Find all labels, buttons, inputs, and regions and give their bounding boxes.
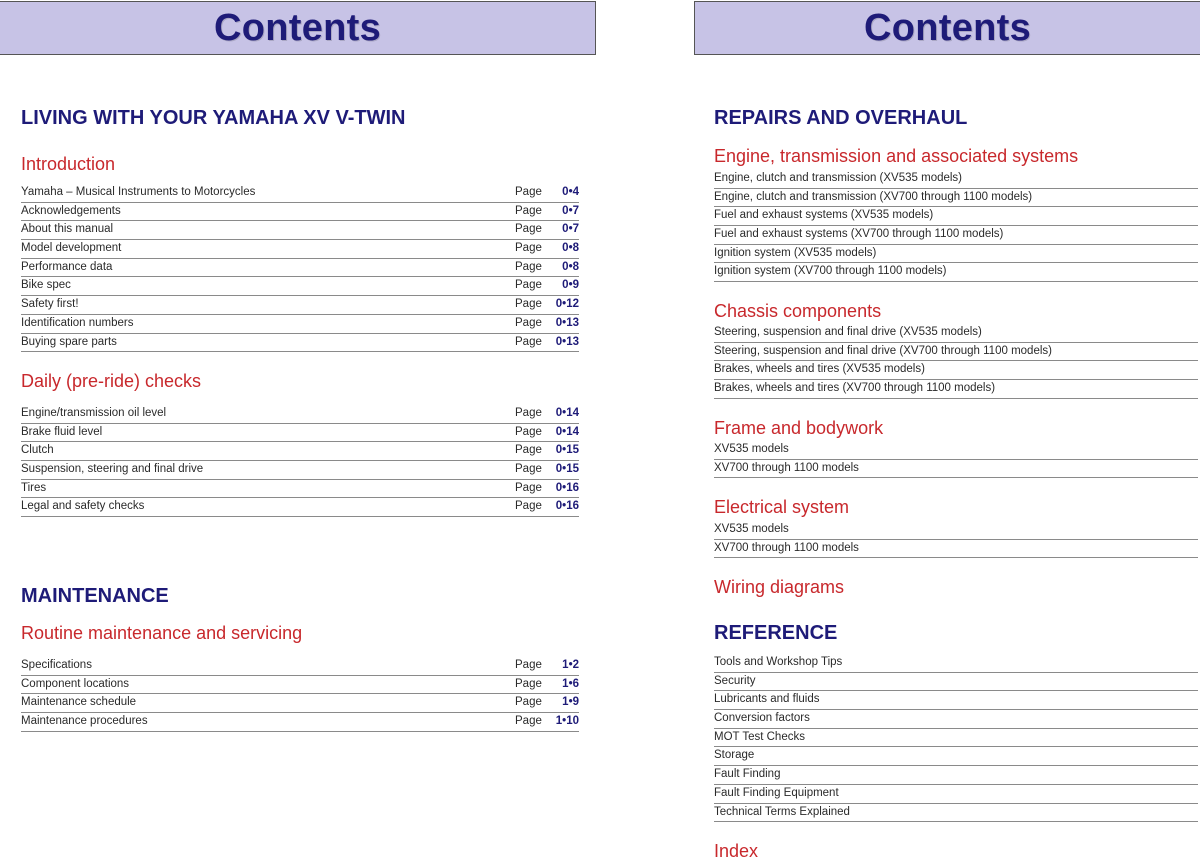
toc-page-label: Page bbox=[515, 316, 542, 329]
toc-entry-title: Safety first! bbox=[21, 298, 79, 311]
section-title-daily-checks: Daily (pre-ride) checks bbox=[21, 371, 202, 391]
toc-page-label: Page bbox=[515, 463, 542, 476]
toc-page-label: Page bbox=[515, 677, 542, 690]
toc-page-label: Page bbox=[515, 425, 542, 438]
toc-row bbox=[714, 521, 1198, 540]
toc-row bbox=[21, 221, 579, 240]
toc-page-number: 1•10 bbox=[555, 715, 579, 728]
toc-page-label: Page bbox=[515, 500, 542, 513]
toc-row bbox=[21, 676, 579, 695]
toc-page-number: 1•9 bbox=[562, 696, 579, 709]
section-title-introduction: Introduction bbox=[21, 154, 116, 174]
toc-list-routine bbox=[21, 657, 579, 732]
toc-page-label: Page bbox=[515, 696, 542, 709]
toc-row bbox=[21, 296, 579, 315]
toc-entry-title: XV535 models bbox=[714, 523, 789, 535]
toc-row bbox=[714, 654, 1198, 673]
toc-row bbox=[21, 424, 579, 443]
toc-page-number: 1•2 bbox=[562, 659, 579, 671]
toc-row bbox=[714, 710, 1198, 729]
toc-row bbox=[714, 207, 1198, 226]
toc-entry-title: Component locations bbox=[21, 677, 130, 690]
toc-row bbox=[21, 277, 579, 296]
section-title-index: Index bbox=[714, 841, 759, 861]
toc-entry-title: Engine, clutch and transmission (XV700 through 1100 models) bbox=[714, 190, 1033, 203]
toc-page-label: Page bbox=[515, 335, 542, 348]
part-title-living: LIVING WITH YOUR YAMAHA XV V-TWIN bbox=[21, 107, 406, 129]
toc-entry-title: Bike spec bbox=[21, 279, 71, 292]
toc-page-label: Page bbox=[515, 186, 542, 198]
toc-row bbox=[714, 380, 1198, 399]
toc-row bbox=[714, 441, 1198, 460]
toc-row bbox=[714, 766, 1198, 785]
toc-entry-title: About this manual bbox=[21, 223, 114, 236]
toc-entry-title: Engine, clutch and transmission (XV535 models) bbox=[714, 172, 963, 184]
toc-entry-title: Fault Finding Equipment bbox=[714, 786, 839, 799]
toc-row bbox=[21, 713, 579, 732]
part-title-repairs: REPAIRS AND OVERHAUL bbox=[714, 107, 968, 129]
toc-row bbox=[21, 657, 579, 676]
part-title-maintenance: MAINTENANCE bbox=[21, 585, 169, 607]
toc-row bbox=[714, 263, 1198, 282]
toc-row bbox=[714, 343, 1198, 362]
toc-entry-title: Brakes, wheels and tires (XV700 through 1100 models) bbox=[714, 382, 996, 395]
toc-page-number: 0•12 bbox=[555, 298, 579, 311]
toc-page-number: 0•14 bbox=[555, 425, 579, 438]
toc-row bbox=[714, 673, 1198, 692]
toc-page-label: Page bbox=[515, 444, 542, 457]
toc-page-number: 0•13 bbox=[555, 335, 579, 348]
toc-entry-title: Maintenance schedule bbox=[21, 696, 137, 709]
toc-row bbox=[714, 785, 1198, 804]
toc-entry-title: Fuel and exhaust systems (XV535 models) bbox=[714, 209, 934, 222]
toc-entry-title: Maintenance procedures bbox=[21, 715, 148, 728]
toc-entry-title: Steering, suspension and final drive (XV700 through 1100 models) bbox=[714, 344, 1052, 357]
toc-page-label: Page bbox=[515, 223, 542, 236]
toc-entry-title: Clutch bbox=[21, 444, 54, 457]
toc-entry-title: Engine/transmission oil level bbox=[21, 407, 167, 419]
toc-row bbox=[714, 729, 1198, 748]
section-title-electrical: Electrical system bbox=[714, 497, 850, 517]
toc-page-label: Page bbox=[515, 298, 542, 311]
toc-page-number: 0•15 bbox=[555, 444, 579, 457]
toc-row bbox=[714, 170, 1198, 189]
toc-entry-title: Yamaha – Musical Instruments to Motorcycles bbox=[21, 186, 256, 198]
toc-entry-title: Model development bbox=[21, 242, 122, 255]
toc-page-number: 0•16 bbox=[555, 481, 579, 494]
toc-entry-title: Brake fluid level bbox=[21, 425, 103, 438]
toc-entry-title: Identification numbers bbox=[21, 316, 134, 329]
toc-page-number: 0•14 bbox=[555, 407, 579, 419]
toc-page-number: 0•15 bbox=[555, 463, 579, 476]
toc-entry-title: Acknowledgements bbox=[21, 204, 121, 217]
toc-page-number: 0•8 bbox=[562, 242, 579, 255]
section-title-wiring: Wiring diagrams bbox=[714, 577, 845, 597]
toc-row bbox=[21, 461, 579, 480]
toc-row bbox=[714, 226, 1198, 245]
toc-page-number: 0•16 bbox=[555, 500, 579, 513]
toc-row bbox=[21, 480, 579, 499]
toc-page-number: 0•13 bbox=[555, 316, 579, 329]
toc-entry-title: Conversion factors bbox=[714, 712, 810, 725]
toc-entry-title: Fuel and exhaust systems (XV700 through 1100 models) bbox=[714, 228, 1004, 241]
toc-row bbox=[21, 315, 579, 334]
toc-page-label: Page bbox=[515, 204, 542, 217]
toc-entry-title: Storage bbox=[714, 749, 755, 762]
toc-row bbox=[21, 694, 579, 713]
toc-entry-title: Brakes, wheels and tires (XV535 models) bbox=[714, 363, 925, 376]
toc-row bbox=[714, 804, 1198, 823]
toc-page-number: 0•4 bbox=[562, 186, 579, 198]
contents-banner-left bbox=[0, 1, 596, 55]
toc-entry-title: Ignition system (XV535 models) bbox=[714, 246, 877, 259]
toc-row bbox=[21, 184, 579, 203]
toc-page-label: Page bbox=[515, 279, 542, 292]
contents-title-left: Contents bbox=[213, 6, 382, 49]
toc-row bbox=[21, 203, 579, 222]
toc-page-label: Page bbox=[515, 715, 542, 728]
right-page bbox=[694, 0, 1200, 860]
toc-page-number: 0•8 bbox=[562, 260, 579, 273]
toc-row bbox=[21, 259, 579, 278]
toc-page-label: Page bbox=[515, 260, 542, 273]
section-title-chassis: Chassis components bbox=[714, 301, 882, 321]
contents-title-right: Contents bbox=[863, 6, 1032, 49]
toc-entry-title: Specifications bbox=[21, 659, 92, 671]
toc-row bbox=[21, 240, 579, 259]
toc-list-chassis bbox=[714, 324, 1198, 399]
toc-entry-title: Performance data bbox=[21, 260, 113, 273]
toc-entry-title: XV700 through 1100 models bbox=[714, 541, 859, 554]
toc-page-number: 0•7 bbox=[562, 204, 579, 217]
toc-list-reference bbox=[714, 654, 1198, 822]
toc-row bbox=[21, 334, 579, 353]
toc-row bbox=[714, 747, 1198, 766]
toc-entry-title: Buying spare parts bbox=[21, 335, 117, 348]
toc-list-introduction bbox=[21, 184, 579, 352]
toc-row bbox=[714, 245, 1198, 264]
toc-page-label: Page bbox=[515, 407, 542, 419]
toc-row bbox=[21, 405, 579, 424]
section-title-routine: Routine maintenance and servicing bbox=[21, 623, 303, 643]
toc-entry-title: Tools and Workshop Tips bbox=[714, 656, 843, 668]
toc-entry-title: MOT Test Checks bbox=[714, 730, 805, 743]
toc-row bbox=[714, 460, 1198, 479]
toc-page-number: 0•9 bbox=[562, 279, 579, 292]
toc-entry-title: Suspension, steering and final drive bbox=[21, 463, 204, 476]
toc-entry-title: Ignition system (XV700 through 1100 models) bbox=[714, 265, 947, 278]
toc-row bbox=[714, 189, 1198, 208]
toc-row bbox=[714, 540, 1198, 559]
section-title-engine: Engine, transmission and associated systems bbox=[714, 146, 1079, 166]
toc-entry-title: Lubricants and fluids bbox=[714, 693, 820, 706]
toc-entry-title: Legal and safety checks bbox=[21, 500, 145, 513]
toc-row bbox=[714, 691, 1198, 710]
toc-row bbox=[21, 498, 579, 517]
contents-banner-right bbox=[694, 1, 1200, 55]
toc-entry-title: Security bbox=[714, 674, 756, 687]
left-page bbox=[0, 0, 600, 860]
toc-page-number: 0•7 bbox=[562, 223, 579, 236]
toc-entry-title: Steering, suspension and final drive (XV535 models) bbox=[714, 326, 982, 338]
toc-entry-title: XV535 models bbox=[714, 443, 789, 455]
toc-entry-title: Technical Terms Explained bbox=[714, 805, 850, 818]
toc-page-label: Page bbox=[515, 481, 542, 494]
part-title-reference: REFERENCE bbox=[714, 622, 838, 644]
toc-row bbox=[714, 324, 1198, 343]
toc-list-daily-checks bbox=[21, 405, 579, 517]
toc-list-engine bbox=[714, 170, 1198, 282]
toc-list-frame bbox=[714, 441, 1198, 478]
toc-page-label: Page bbox=[515, 242, 542, 255]
toc-row bbox=[714, 361, 1198, 380]
toc-entry-title: Tires bbox=[21, 481, 47, 494]
toc-page-number: 1•6 bbox=[562, 677, 579, 690]
toc-list-electrical bbox=[714, 521, 1198, 558]
toc-row bbox=[21, 442, 579, 461]
section-title-frame: Frame and bodywork bbox=[714, 418, 884, 438]
toc-entry-title: Fault Finding bbox=[714, 768, 781, 781]
toc-page-label: Page bbox=[515, 659, 542, 671]
toc-entry-title: XV700 through 1100 models bbox=[714, 461, 859, 474]
